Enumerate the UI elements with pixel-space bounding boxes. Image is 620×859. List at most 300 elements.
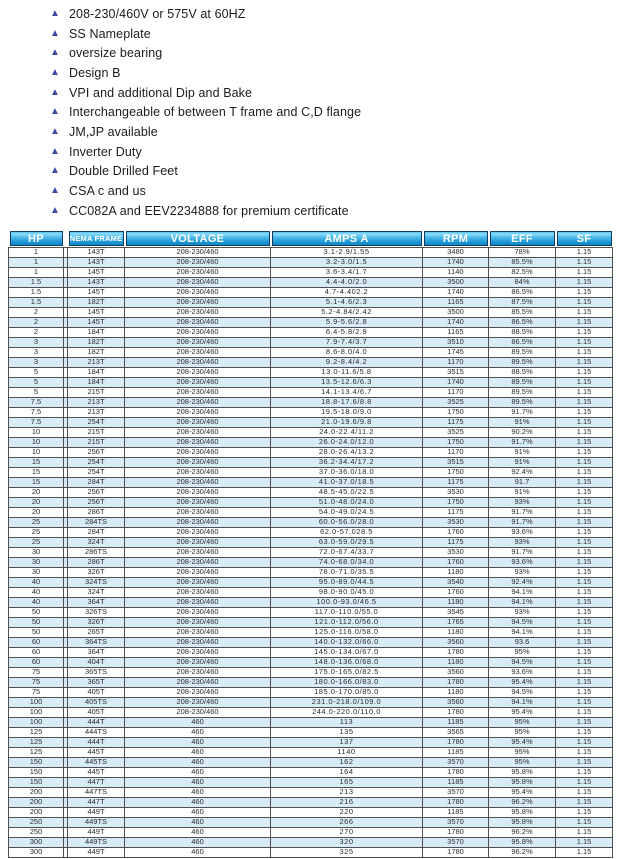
col-header-sf: SF <box>557 231 612 246</box>
cell-frame: 254T <box>68 417 125 427</box>
cell-sf: 1.15 <box>556 737 613 747</box>
cell-hp: 60 <box>9 637 64 647</box>
cell-sf: 1.15 <box>556 277 613 287</box>
cell-frame: 449T <box>68 847 125 857</box>
feature-item <box>50 102 361 122</box>
table-row <box>9 827 613 837</box>
cell-frame: 447T <box>68 777 125 787</box>
cell-amps: 74.0-68.0/34.0 <box>271 557 423 567</box>
cell-rpm: 1750 <box>423 467 489 477</box>
cell-amps: 4.4-4.0/2.0 <box>271 277 423 287</box>
cell-hp: 2 <box>9 327 64 337</box>
feature-item <box>50 142 361 162</box>
cell-hp: 100 <box>9 707 64 717</box>
cell-rpm: 1750 <box>423 407 489 417</box>
cell-rpm: 1175 <box>423 477 489 487</box>
cell-voltage: 208-230/460 <box>125 617 271 627</box>
cell-sf: 1.15 <box>556 497 613 507</box>
cell-amps: 185.0-170.0/85.0 <box>271 687 423 697</box>
cell-eff: 94.5% <box>489 657 556 667</box>
cell-rpm: 1180 <box>423 657 489 667</box>
cell-eff: 95% <box>489 747 556 757</box>
cell-sf: 1.15 <box>556 657 613 667</box>
cell-eff: 95.8% <box>489 767 556 777</box>
cell-rpm: 3565 <box>423 727 489 737</box>
cell-rpm: 1780 <box>423 767 489 777</box>
cell-voltage: 460 <box>125 737 271 747</box>
cell-sf: 1.15 <box>556 417 613 427</box>
cell-rpm: 1765 <box>423 617 489 627</box>
cell-amps: 231.0-218.0/109.0 <box>271 697 423 707</box>
cell-frame: 444T <box>68 737 125 747</box>
table-row <box>9 377 613 387</box>
cell-amps: 145.0-134.0/67.0 <box>271 647 423 657</box>
table-row <box>9 607 613 617</box>
cell-rpm: 1745 <box>423 347 489 357</box>
cell-frame: 143T <box>68 277 125 287</box>
cell-rpm: 1165 <box>423 297 489 307</box>
feature-item <box>50 24 361 44</box>
bullet-triangle-icon: ▲ <box>50 145 60 157</box>
cell-amps: 18.8-17.6/8.8 <box>271 397 423 407</box>
cell-voltage: 208-230/460 <box>125 647 271 657</box>
cell-frame: 326T <box>68 617 125 627</box>
cell-hp: 60 <box>9 657 64 667</box>
col-header-eff: EFF <box>490 231 555 246</box>
cell-sf: 1.15 <box>556 687 613 697</box>
cell-frame: 213T <box>68 407 125 417</box>
cell-rpm: 3570 <box>423 787 489 797</box>
cell-hp: 3 <box>9 347 64 357</box>
cell-eff: 89.5% <box>489 357 556 367</box>
cell-sf: 1.15 <box>556 337 613 347</box>
feature-text: Double Drilled Feet <box>69 164 178 179</box>
cell-eff: 82.5% <box>489 267 556 277</box>
table-row <box>9 487 613 497</box>
cell-amps: 140.0-132.0/66.0 <box>271 637 423 647</box>
cell-amps: 5.9-5.6/2.8 <box>271 317 423 327</box>
cell-rpm: 1780 <box>423 847 489 857</box>
cell-voltage: 208-230/460 <box>125 657 271 667</box>
cell-rpm: 1175 <box>423 537 489 547</box>
cell-rpm: 3500 <box>423 277 489 287</box>
cell-amps: 98.0-90.0/45.0 <box>271 587 423 597</box>
cell-hp: 20 <box>9 507 64 517</box>
cell-amps: 1140 <box>271 747 423 757</box>
cell-voltage: 208-230/460 <box>125 577 271 587</box>
cell-eff: 92.4% <box>489 467 556 477</box>
table-header-row <box>9 231 613 247</box>
cell-rpm: 1750 <box>423 437 489 447</box>
cell-rpm: 1780 <box>423 737 489 747</box>
cell-eff: 91% <box>489 447 556 457</box>
cell-frame: 184T <box>68 327 125 337</box>
cell-sf: 1.15 <box>556 827 613 837</box>
table-row <box>9 577 613 587</box>
cell-rpm: 1180 <box>423 567 489 577</box>
cell-voltage: 208-230/460 <box>125 397 271 407</box>
bullet-triangle-icon: ▲ <box>50 106 60 118</box>
table-row <box>9 367 613 377</box>
cell-eff: 91% <box>489 487 556 497</box>
table-row <box>9 657 613 667</box>
cell-amps: 164 <box>271 767 423 777</box>
cell-rpm: 3525 <box>423 427 489 437</box>
cell-eff: 91.7% <box>489 507 556 517</box>
cell-amps: 5.2-4.84/2.42 <box>271 307 423 317</box>
cell-rpm: 1185 <box>423 807 489 817</box>
cell-amps: 125.0-116.0/58.0 <box>271 627 423 637</box>
cell-eff: 94.5% <box>489 687 556 697</box>
table-row <box>9 247 613 257</box>
cell-eff: 95% <box>489 717 556 727</box>
cell-hp: 25 <box>9 537 64 547</box>
cell-amps: 13.5-12.6/6.3 <box>271 377 423 387</box>
cell-rpm: 1180 <box>423 597 489 607</box>
cell-amps: 216 <box>271 797 423 807</box>
cell-rpm: 3500 <box>423 307 489 317</box>
cell-rpm: 1180 <box>423 687 489 697</box>
cell-voltage: 208-230/460 <box>125 527 271 537</box>
cell-hp: 300 <box>9 847 64 857</box>
cell-hp: 7.5 <box>9 417 64 427</box>
cell-voltage: 208-230/460 <box>125 547 271 557</box>
cell-frame: 213T <box>68 397 125 407</box>
cell-voltage: 208-230/460 <box>125 597 271 607</box>
cell-eff: 89.5% <box>489 397 556 407</box>
cell-voltage: 208-230/460 <box>125 487 271 497</box>
cell-amps: 270 <box>271 827 423 837</box>
cell-frame: 449TS <box>68 817 125 827</box>
cell-hp: 2 <box>9 307 64 317</box>
table-row <box>9 387 613 397</box>
cell-frame: 444TS <box>68 727 125 737</box>
table-row <box>9 777 613 787</box>
cell-eff: 93% <box>489 607 556 617</box>
cell-sf: 1.15 <box>556 637 613 647</box>
cell-voltage: 208-230/460 <box>125 457 271 467</box>
cell-rpm: 3560 <box>423 697 489 707</box>
cell-hp: 50 <box>9 617 64 627</box>
table-row <box>9 287 613 297</box>
cell-amps: 325 <box>271 847 423 857</box>
cell-sf: 1.15 <box>556 367 613 377</box>
cell-hp: 20 <box>9 497 64 507</box>
table-row <box>9 277 613 287</box>
cell-eff: 89.5% <box>489 387 556 397</box>
cell-hp: 3 <box>9 337 64 347</box>
cell-rpm: 3570 <box>423 837 489 847</box>
cell-rpm: 1740 <box>423 377 489 387</box>
cell-voltage: 208-230/460 <box>125 347 271 357</box>
cell-frame: 284T <box>68 477 125 487</box>
cell-eff: 94.1% <box>489 587 556 597</box>
cell-eff: 91% <box>489 417 556 427</box>
cell-voltage: 208-230/460 <box>125 537 271 547</box>
cell-amps: 137 <box>271 737 423 747</box>
table-row <box>9 837 613 847</box>
cell-amps: 213 <box>271 787 423 797</box>
col-header-hp: HP <box>10 231 63 246</box>
cell-rpm: 3545 <box>423 607 489 617</box>
cell-sf: 1.15 <box>556 717 613 727</box>
cell-hp: 10 <box>9 427 64 437</box>
cell-sf: 1.15 <box>556 477 613 487</box>
bullet-triangle-icon: ▲ <box>50 86 60 98</box>
cell-sf: 1.15 <box>556 807 613 817</box>
cell-amps: 3.1-2.9/1.55 <box>271 247 423 257</box>
cell-sf: 1.15 <box>556 437 613 447</box>
cell-rpm: 3540 <box>423 577 489 587</box>
cell-sf: 1.15 <box>556 837 613 847</box>
bullet-triangle-icon: ▲ <box>50 47 60 59</box>
cell-sf: 1.15 <box>556 527 613 537</box>
cell-eff: 86.5% <box>489 317 556 327</box>
cell-hp: 125 <box>9 737 64 747</box>
cell-frame: 145T <box>68 287 125 297</box>
cell-amps: 220 <box>271 807 423 817</box>
cell-voltage: 460 <box>125 787 271 797</box>
cell-amps: 13.0-11.6/5.8 <box>271 367 423 377</box>
cell-hp: 200 <box>9 797 64 807</box>
cell-sf: 1.15 <box>556 517 613 527</box>
cell-hp: 150 <box>9 767 64 777</box>
cell-frame: 184T <box>68 367 125 377</box>
cell-hp: 50 <box>9 607 64 617</box>
table-row <box>9 257 613 267</box>
table-row <box>9 647 613 657</box>
cell-frame: 405T <box>68 687 125 697</box>
cell-hp: 125 <box>9 747 64 757</box>
cell-frame: 365TS <box>68 667 125 677</box>
cell-voltage: 208-230/460 <box>125 407 271 417</box>
cell-sf: 1.15 <box>556 407 613 417</box>
cell-sf: 1.15 <box>556 247 613 257</box>
bullet-triangle-icon: ▲ <box>50 27 60 39</box>
cell-sf: 1.15 <box>556 257 613 267</box>
feature-item <box>50 201 361 221</box>
table-row <box>9 357 613 367</box>
feature-text: CC082A and EEV2234888 for premium certificate <box>69 203 349 218</box>
cell-hp: 300 <box>9 837 64 847</box>
table-row <box>9 457 613 467</box>
cell-amps: 100.0-93.0/46.5 <box>271 597 423 607</box>
cell-hp: 40 <box>9 587 64 597</box>
cell-rpm: 3515 <box>423 457 489 467</box>
cell-sf: 1.15 <box>556 457 613 467</box>
table-row <box>9 317 613 327</box>
cell-eff: 95.8% <box>489 817 556 827</box>
cell-eff: 94.5% <box>489 617 556 627</box>
cell-eff: 95.4% <box>489 707 556 717</box>
cell-eff: 94.1% <box>489 627 556 637</box>
cell-amps: 162 <box>271 757 423 767</box>
cell-amps: 117.0-110.0/55.0 <box>271 607 423 617</box>
cell-voltage: 460 <box>125 727 271 737</box>
cell-sf: 1.15 <box>556 377 613 387</box>
cell-eff: 86.5% <box>489 337 556 347</box>
cell-frame: 286T <box>68 557 125 567</box>
table-row <box>9 527 613 537</box>
cell-rpm: 1740 <box>423 287 489 297</box>
cell-voltage: 208-230/460 <box>125 357 271 367</box>
cell-voltage: 208-230/460 <box>125 437 271 447</box>
table-row <box>9 717 613 727</box>
cell-eff: 91.7% <box>489 517 556 527</box>
cell-amps: 19.5-18.0/9.0 <box>271 407 423 417</box>
cell-sf: 1.15 <box>556 387 613 397</box>
cell-voltage: 208-230/460 <box>125 327 271 337</box>
bullet-triangle-icon: ▲ <box>50 165 60 177</box>
table-row <box>9 427 613 437</box>
table-row <box>9 597 613 607</box>
cell-rpm: 3570 <box>423 817 489 827</box>
cell-hp: 5 <box>9 377 64 387</box>
cell-hp: 3 <box>9 357 64 367</box>
cell-amps: 41.0-37.0/18.5 <box>271 477 423 487</box>
cell-eff: 95.8% <box>489 777 556 787</box>
cell-voltage: 208-230/460 <box>125 377 271 387</box>
cell-frame: 449TS <box>68 837 125 847</box>
cell-amps: 24.0-22.4/11.2 <box>271 427 423 437</box>
cell-amps: 28.0-26.4/13.2 <box>271 447 423 457</box>
table-row <box>9 517 613 527</box>
feature-text: CSA c and us <box>69 184 146 199</box>
cell-eff: 87.5% <box>489 297 556 307</box>
cell-hp: 100 <box>9 697 64 707</box>
cell-frame: 445T <box>68 747 125 757</box>
cell-amps: 26.0-24.0/12.0 <box>271 437 423 447</box>
cell-voltage: 208-230/460 <box>125 427 271 437</box>
cell-sf: 1.15 <box>556 817 613 827</box>
cell-sf: 1.15 <box>556 297 613 307</box>
cell-eff: 78% <box>489 247 556 257</box>
cell-amps: 180.0-166.0/83.0 <box>271 677 423 687</box>
cell-sf: 1.15 <box>556 847 613 857</box>
table-row <box>9 467 613 477</box>
table-row <box>9 687 613 697</box>
cell-amps: 54.0-49.0/24.5 <box>271 507 423 517</box>
cell-frame: 405TS <box>68 697 125 707</box>
cell-sf: 1.15 <box>556 507 613 517</box>
table-row <box>9 407 613 417</box>
table-row <box>9 337 613 347</box>
cell-rpm: 1760 <box>423 527 489 537</box>
cell-eff: 95.4% <box>489 737 556 747</box>
cell-frame: 254T <box>68 467 125 477</box>
cell-eff: 94.1% <box>489 697 556 707</box>
cell-frame: 256T <box>68 497 125 507</box>
table-row <box>9 727 613 737</box>
cell-amps: 4.7-4.402.2 <box>271 287 423 297</box>
cell-rpm: 3525 <box>423 397 489 407</box>
table-row <box>9 757 613 767</box>
feature-item <box>50 162 361 182</box>
col-header-voltage: VOLTAGE <box>126 231 270 246</box>
cell-rpm: 3560 <box>423 637 489 647</box>
cell-voltage: 460 <box>125 817 271 827</box>
table-row <box>9 297 613 307</box>
cell-amps: 175.0-165.0/82.5 <box>271 667 423 677</box>
feature-text: Inverter Duty <box>69 144 142 159</box>
cell-sf: 1.15 <box>556 427 613 437</box>
cell-voltage: 208-230/460 <box>125 287 271 297</box>
cell-hp: 10 <box>9 437 64 447</box>
table-row <box>9 847 613 857</box>
cell-sf: 1.15 <box>556 327 613 337</box>
cell-sf: 1.15 <box>556 627 613 637</box>
cell-amps: 113 <box>271 717 423 727</box>
cell-frame: 449T <box>68 807 125 817</box>
feature-item <box>50 63 361 83</box>
cell-eff: 86.5% <box>489 287 556 297</box>
table-row <box>9 267 613 277</box>
cell-eff: 93.6 <box>489 637 556 647</box>
cell-frame: 256T <box>68 447 125 457</box>
cell-eff: 93% <box>489 567 556 577</box>
cell-frame: 286TS <box>68 547 125 557</box>
cell-frame: 213T <box>68 357 125 367</box>
cell-voltage: 460 <box>125 827 271 837</box>
cell-rpm: 3570 <box>423 757 489 767</box>
cell-hp: 10 <box>9 447 64 457</box>
cell-voltage: 208-230/460 <box>125 307 271 317</box>
cell-sf: 1.15 <box>556 707 613 717</box>
cell-eff: 85.5% <box>489 307 556 317</box>
table-row <box>9 677 613 687</box>
cell-eff: 89.5% <box>489 347 556 357</box>
cell-voltage: 208-230/460 <box>125 297 271 307</box>
cell-voltage: 208-230/460 <box>125 637 271 647</box>
table-row <box>9 667 613 677</box>
cell-voltage: 208-230/460 <box>125 317 271 327</box>
table-row <box>9 417 613 427</box>
cell-voltage: 208-230/460 <box>125 707 271 717</box>
cell-amps: 148.0-136.0/68.0 <box>271 657 423 667</box>
cell-eff: 93.6% <box>489 557 556 567</box>
cell-voltage: 208-230/460 <box>125 447 271 457</box>
cell-sf: 1.15 <box>556 447 613 457</box>
cell-voltage: 208-230/460 <box>125 667 271 677</box>
cell-amps: 7.9-7.4/3.7 <box>271 337 423 347</box>
cell-voltage: 460 <box>125 837 271 847</box>
feature-text: JM,JP available <box>69 124 158 139</box>
feature-text: Interchangeable of between T frame and C,D flange <box>69 105 362 120</box>
cell-rpm: 1780 <box>423 827 489 837</box>
cell-sf: 1.15 <box>556 537 613 547</box>
feature-item <box>50 83 361 103</box>
cell-hp: 60 <box>9 647 64 657</box>
feature-item <box>50 122 361 142</box>
cell-frame: 256T <box>68 487 125 497</box>
cell-voltage: 208-230/460 <box>125 277 271 287</box>
cell-frame: 143T <box>68 247 125 257</box>
cell-frame: 182T <box>68 347 125 357</box>
cell-hp: 125 <box>9 727 64 737</box>
feature-item <box>50 43 361 63</box>
table-row <box>9 547 613 557</box>
cell-amps: 5.1-4.6/2.3 <box>271 297 423 307</box>
cell-eff: 91.7% <box>489 437 556 447</box>
cell-sf: 1.15 <box>556 397 613 407</box>
cell-sf: 1.15 <box>556 617 613 627</box>
cell-eff: 84% <box>489 277 556 287</box>
cell-sf: 1.15 <box>556 357 613 367</box>
table-row <box>9 507 613 517</box>
cell-sf: 1.15 <box>556 667 613 677</box>
cell-frame: 286T <box>68 507 125 517</box>
table-row <box>9 787 613 797</box>
